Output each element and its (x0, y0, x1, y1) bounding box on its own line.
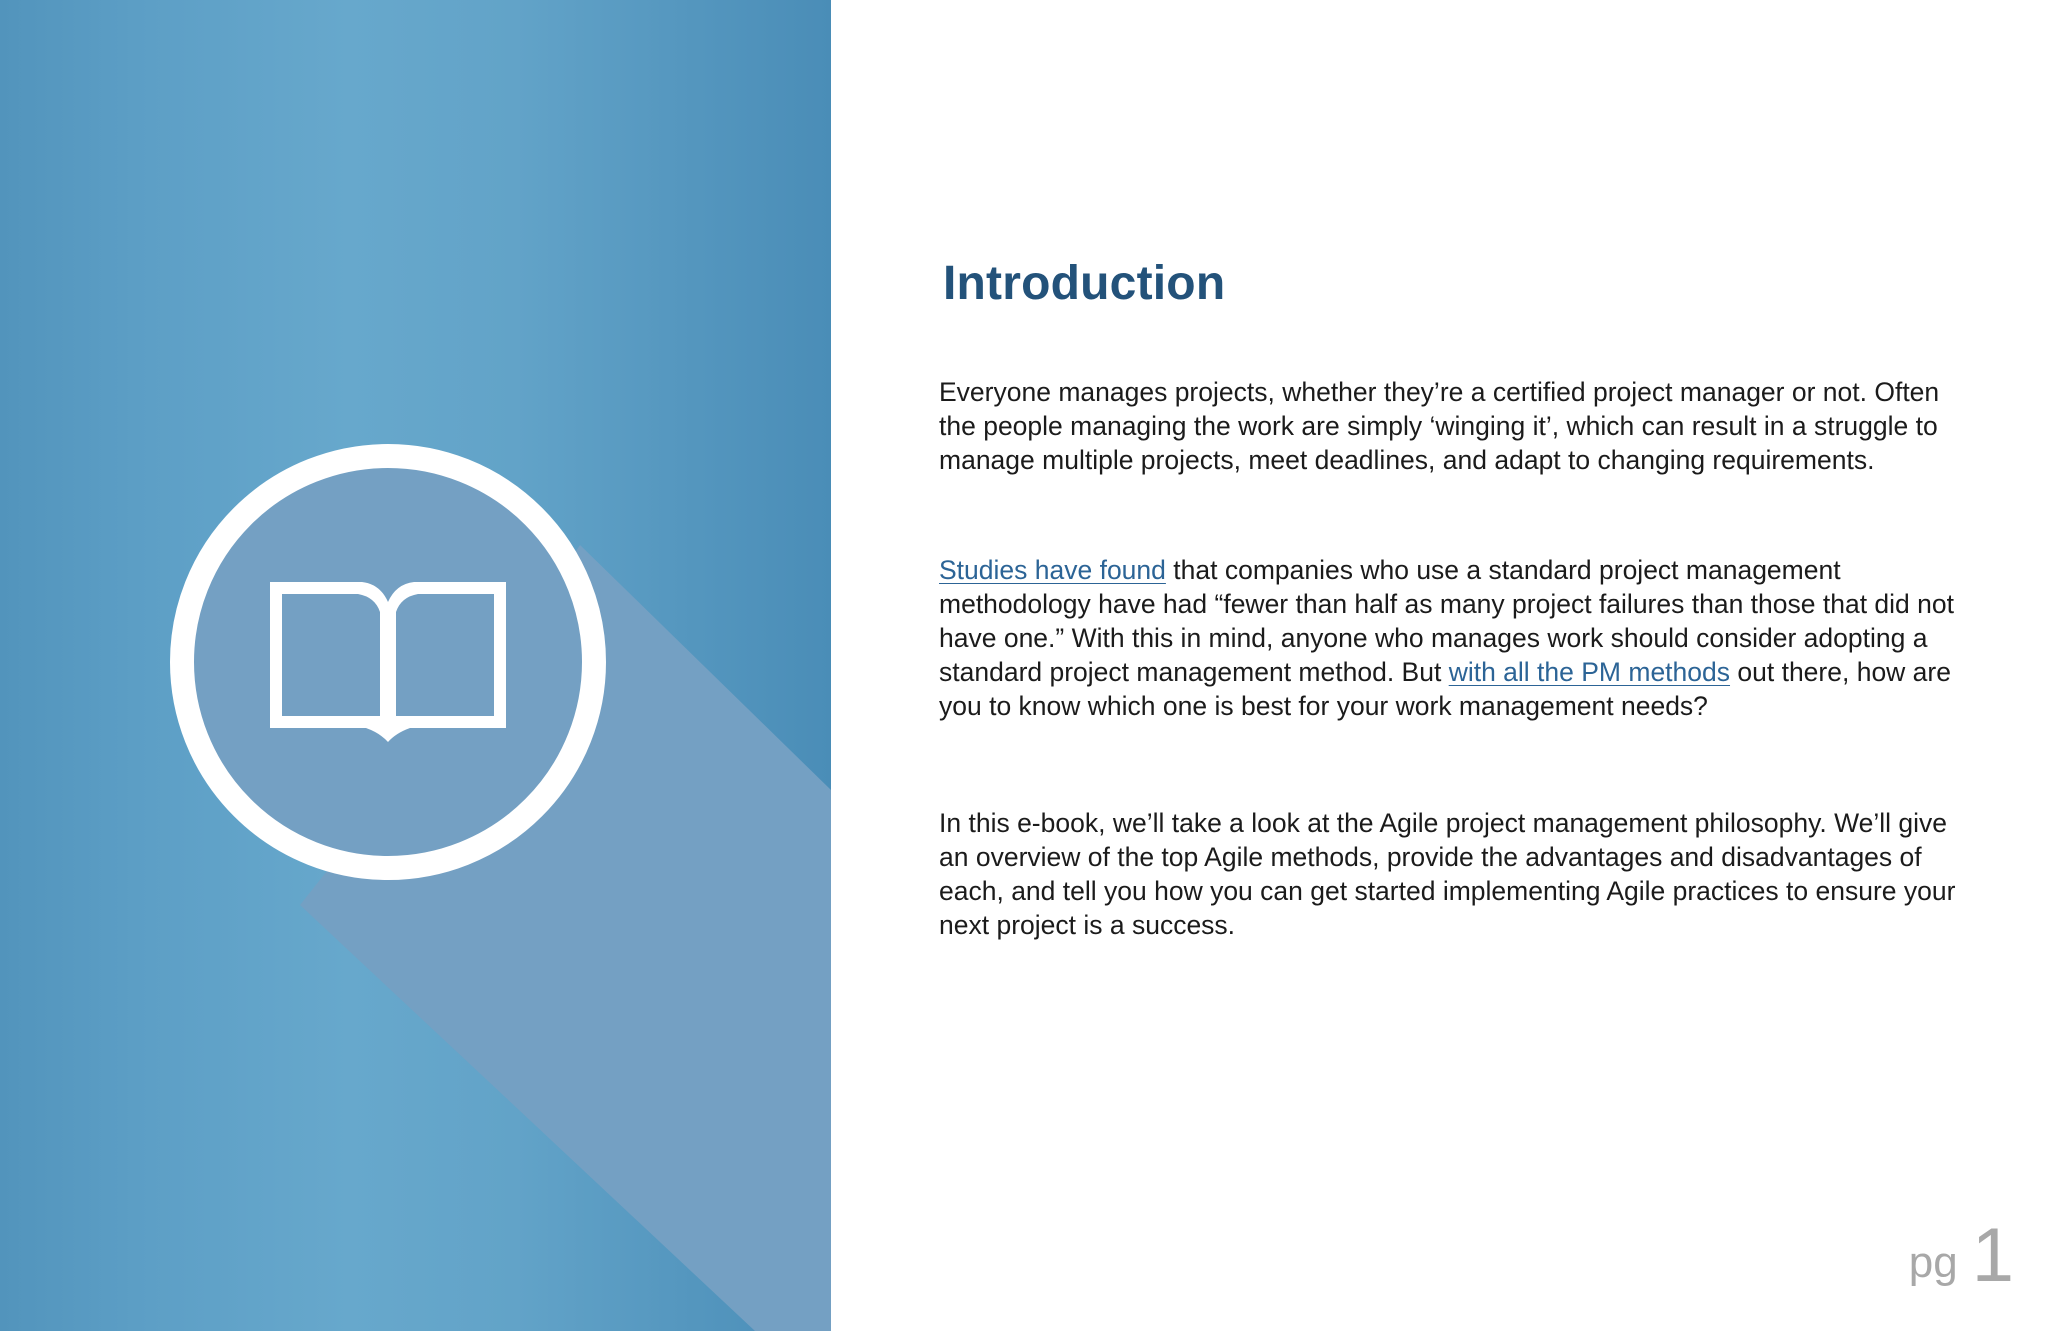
page-number-label: pg (1908, 1238, 1958, 1287)
intro-paragraph-2 (939, 553, 1969, 723)
book-illustration (0, 0, 831, 1331)
pm-methods-link[interactable]: with all the PM methods (1448, 657, 1731, 687)
page-number (1908, 1213, 2014, 1298)
studies-have-found-link[interactable]: Studies have found (939, 555, 1166, 585)
page-title: Introduction (943, 257, 1226, 310)
page-number-value: 1 (1971, 1213, 2014, 1298)
intro-paragraph-3: In this e-book, we’ll take a look at the Agile project management philosophy. We’ll give an overview of the top Agile methods, provide the advantages and disadvantages of each, and tell you how you can get started implementing Agile practices to ensure your next project is a success. (939, 808, 1956, 940)
content-panel (831, 0, 2048, 1331)
intro-paragraph-1: Everyone manages projects, whether they’re a certified project manager or not. Often the people managing the work are simply ‘winging it’, which can result in a struggle to manage multiple projects, meet deadlines, and adapt to changing requirements. (939, 377, 1940, 475)
paragraph-2-text-1: that companies who use a standard project management methodology have had “fewer than half as many project failures than those that did not have one.” With this in mind, anyone who manages work should consider adopting a standard project management method. But (939, 555, 1954, 687)
paragraph-2-text-2: out there, how are you to know which one is best for your work management needs? (939, 657, 1951, 721)
cover-illustration-panel (0, 0, 831, 1331)
